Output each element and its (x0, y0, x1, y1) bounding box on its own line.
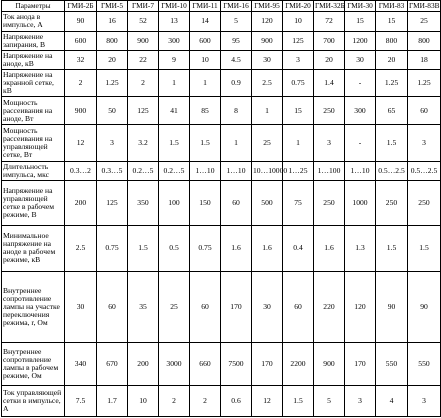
table-cell: 0.3…5 (97, 161, 128, 180)
header-cell-gmi-83: ГМИ-83 (376, 1, 408, 12)
table-cell: 200 (128, 342, 159, 385)
header-row (2, 1, 441, 12)
table-cell: 18 (408, 50, 441, 69)
table-cell: 120 (252, 12, 283, 32)
table-cell: 150 (190, 180, 221, 225)
table-row (2, 161, 441, 180)
table-cell: 2 (128, 69, 159, 97)
table-cell: 5 (221, 12, 252, 32)
table-cell: 1…25 (283, 161, 314, 180)
table-cell: - (345, 125, 376, 162)
header-cell-gmi-5: ГМИ-5 (97, 1, 128, 12)
table-cell: 0.3…2 (65, 161, 97, 180)
table-cell: 170 (252, 342, 283, 385)
table-cell: 30 (65, 271, 97, 342)
table-cell: 1.5 (376, 125, 408, 162)
table-cell: 1.5 (408, 226, 441, 271)
table-cell: 550 (408, 342, 441, 385)
table-cell: 0.5…2.5 (376, 161, 408, 180)
header-cell-gmi-2b: ГМИ-2Б (65, 1, 97, 12)
table-cell: 670 (97, 342, 128, 385)
table-row (2, 97, 441, 125)
row-label: Напряжение запирания, В (2, 31, 65, 50)
table-cell: 4 (376, 385, 408, 416)
table-cell: 41 (159, 97, 190, 125)
table-cell: 1…10 (345, 161, 376, 180)
table-cell: 1.6 (252, 226, 283, 271)
table-cell: 0.75 (97, 226, 128, 271)
table-cell: 0.5 (159, 226, 190, 271)
table-cell: 1 (252, 97, 283, 125)
table-cell: 4.5 (221, 50, 252, 69)
table-cell: 3 (408, 385, 441, 416)
table-cell: 700 (314, 31, 345, 50)
table-cell: 2 (190, 385, 221, 416)
table-row (2, 125, 441, 162)
table-row (2, 385, 441, 416)
row-label: Ток управляющей сетки в импульсе, А (2, 385, 65, 416)
table-cell: 10 (283, 12, 314, 32)
table-row (2, 271, 441, 342)
table-cell: 8 (221, 97, 252, 125)
table-cell: 72 (314, 12, 345, 32)
row-label: Длительность импульса, мкс (2, 161, 65, 180)
header-cell-gmi-30: ГМИ-30 (345, 1, 376, 12)
table-cell: 2.5 (65, 226, 97, 271)
table-cell: 250 (376, 180, 408, 225)
table-cell: 800 (408, 31, 441, 50)
table-header (2, 1, 441, 12)
table-cell: 30 (252, 50, 283, 69)
table-cell: 1 (159, 69, 190, 97)
table-cell: 0.2…5 (128, 161, 159, 180)
table-cell: 0.75 (283, 69, 314, 97)
table-cell: 16 (97, 12, 128, 32)
row-label: Напряжение на управляющей сетке в рабочем режиме, В (2, 180, 65, 225)
table-cell: 1 (283, 125, 314, 162)
table-cell: 800 (376, 31, 408, 50)
table-cell: 15 (283, 97, 314, 125)
table-cell: 1.6 (221, 226, 252, 271)
table-cell: 13 (159, 12, 190, 32)
table-cell: 7500 (221, 342, 252, 385)
table-cell: 1.5 (190, 125, 221, 162)
table-cell: 1000 (345, 180, 376, 225)
table-cell: 600 (65, 31, 97, 50)
table-cell: 60 (221, 180, 252, 225)
row-label: Ток анода в импульсе, А (2, 12, 65, 32)
table-cell: 120 (345, 271, 376, 342)
table-cell: 600 (190, 31, 221, 50)
table-row (2, 180, 441, 225)
table-body (2, 12, 441, 417)
table-row (2, 31, 441, 50)
table-cell: 95 (221, 31, 252, 50)
table-cell: 1…10 (190, 161, 221, 180)
row-label: Мощность рассеивания на аноде, Вт (2, 97, 65, 125)
row-label: Минимальное напряжение на аноде в рабочем режиме, кВ (2, 226, 65, 271)
table-cell: 90 (376, 271, 408, 342)
table-cell: 3.2 (128, 125, 159, 162)
table-cell: 10 (128, 385, 159, 416)
table-cell: 75 (283, 180, 314, 225)
header-cell-gmi-20: ГМИ-20 (283, 1, 314, 12)
table-cell: 1.25 (376, 69, 408, 97)
table-row (2, 226, 441, 271)
table-cell: 60 (283, 271, 314, 342)
table-cell: 25 (252, 125, 283, 162)
table-cell: 1.5 (159, 125, 190, 162)
table-row (2, 50, 441, 69)
table-cell: 900 (128, 31, 159, 50)
table-cell: 660 (190, 342, 221, 385)
row-label: Внутреннее сопротивление лампы в рабочем режиме, Ом (2, 342, 65, 385)
table-cell: 1.5 (128, 226, 159, 271)
table-cell: - (345, 69, 376, 97)
table-cell: 0.6 (221, 385, 252, 416)
table-cell: 2 (65, 69, 97, 97)
row-label: Напряжение на экранной сетке, кВ (2, 69, 65, 97)
table-cell: 1200 (345, 31, 376, 50)
table-cell: 250 (408, 180, 441, 225)
table-cell: 3 (345, 385, 376, 416)
table-cell: 3 (283, 50, 314, 69)
table-cell: 3000 (159, 342, 190, 385)
table-cell: 10 (190, 50, 221, 69)
table-cell: 2 (159, 385, 190, 416)
table-cell: 90 (65, 12, 97, 32)
table-cell: 1.5 (283, 385, 314, 416)
header-cell-gmi-16: ГМИ-16 (221, 1, 252, 12)
table-cell: 1.6 (314, 226, 345, 271)
table-cell: 85 (190, 97, 221, 125)
table-cell: 200 (65, 180, 97, 225)
table-cell: 32 (65, 50, 97, 69)
table-row (2, 12, 441, 32)
table-cell: 5 (314, 385, 345, 416)
table-cell: 60 (408, 97, 441, 125)
table-cell: 20 (314, 50, 345, 69)
table-cell: 125 (128, 97, 159, 125)
table-cell: 1.5 (376, 226, 408, 271)
table-cell: 25 (408, 12, 441, 32)
header-cell-gmi-7: ГМИ-7 (128, 1, 159, 12)
row-label: Внутреннее сопротивление лампы на участке переключения режима, r, Ом (2, 271, 65, 342)
table-cell: 500 (252, 180, 283, 225)
header-cell-gmi-32b: ГМИ-32Б (315, 1, 345, 10)
tube-parameters-table (1, 0, 441, 417)
table-cell: 1.25 (408, 69, 441, 97)
table-cell: 90 (408, 271, 441, 342)
row-label: Напряжение на аноде, кВ (2, 50, 65, 69)
table-cell: 100 (159, 180, 190, 225)
table-cell: 30 (345, 50, 376, 69)
table-cell: 340 (65, 342, 97, 385)
table-cell: 0.75 (190, 226, 221, 271)
table-cell: 3 (408, 125, 441, 162)
table-cell: 7.5 (65, 385, 97, 416)
table-cell: 60 (190, 271, 221, 342)
table-cell: 1…10 (221, 161, 252, 180)
table-cell: 10…10000 (252, 161, 283, 180)
table-cell: 1.7 (97, 385, 128, 416)
header-cell-gmi-95: ГМИ-95 (252, 1, 283, 12)
table-row (2, 342, 441, 385)
table-cell: 2200 (283, 342, 314, 385)
table-cell: 15 (345, 12, 376, 32)
table-cell: 1…100 (314, 161, 345, 180)
table-cell: 0.5…2.5 (408, 161, 441, 180)
table-cell: 9 (159, 50, 190, 69)
header-cell-gmi-83v: ГМИ-83В (409, 1, 440, 10)
table-cell: 1 (190, 69, 221, 97)
table-cell: 170 (345, 342, 376, 385)
table-cell: 300 (345, 97, 376, 125)
table-cell: 800 (97, 31, 128, 50)
table-cell: 550 (376, 342, 408, 385)
table-cell: 20 (97, 50, 128, 69)
table-cell: 1.4 (314, 69, 345, 97)
table-cell: 250 (314, 180, 345, 225)
table-cell: 250 (314, 97, 345, 125)
table-cell: 60 (97, 271, 128, 342)
table-cell: 52 (128, 12, 159, 32)
table-cell: 20 (376, 50, 408, 69)
table-cell: 170 (221, 271, 252, 342)
header-cell-gmi-11: ГМИ-11 (190, 1, 221, 12)
table-cell: 350 (128, 180, 159, 225)
table-cell: 15 (376, 12, 408, 32)
table-cell: 125 (97, 180, 128, 225)
table-row (2, 69, 441, 97)
table-cell: 220 (314, 271, 345, 342)
header-cell-gmi-10: ГМИ-10 (159, 1, 190, 12)
table-cell: 900 (252, 31, 283, 50)
table-cell: 125 (283, 31, 314, 50)
table-cell: 900 (65, 97, 97, 125)
table-cell: 50 (97, 97, 128, 125)
table-cell: 12 (252, 385, 283, 416)
table-cell: 3 (314, 125, 345, 162)
table-cell: 1 (221, 125, 252, 162)
table-cell: 1.3 (345, 226, 376, 271)
header-cell-parameters: Параметры (2, 1, 65, 12)
table-cell: 35 (128, 271, 159, 342)
table-cell: 25 (159, 271, 190, 342)
table-cell: 3 (97, 125, 128, 162)
table-cell: 65 (376, 97, 408, 125)
table-cell: 12 (65, 125, 97, 162)
table-cell: 2.5 (252, 69, 283, 97)
table-cell: 0.9 (221, 69, 252, 97)
table-cell: 0.2…5 (159, 161, 190, 180)
table-cell: 14 (190, 12, 221, 32)
table-cell: 1.25 (97, 69, 128, 97)
table-cell: 30 (252, 271, 283, 342)
table-cell: 900 (314, 342, 345, 385)
table-cell: 0.4 (283, 226, 314, 271)
row-label: Мощность рассеивания на управляющей сетке, Вт (2, 125, 65, 162)
table-cell: 22 (128, 50, 159, 69)
table-cell: 300 (159, 31, 190, 50)
